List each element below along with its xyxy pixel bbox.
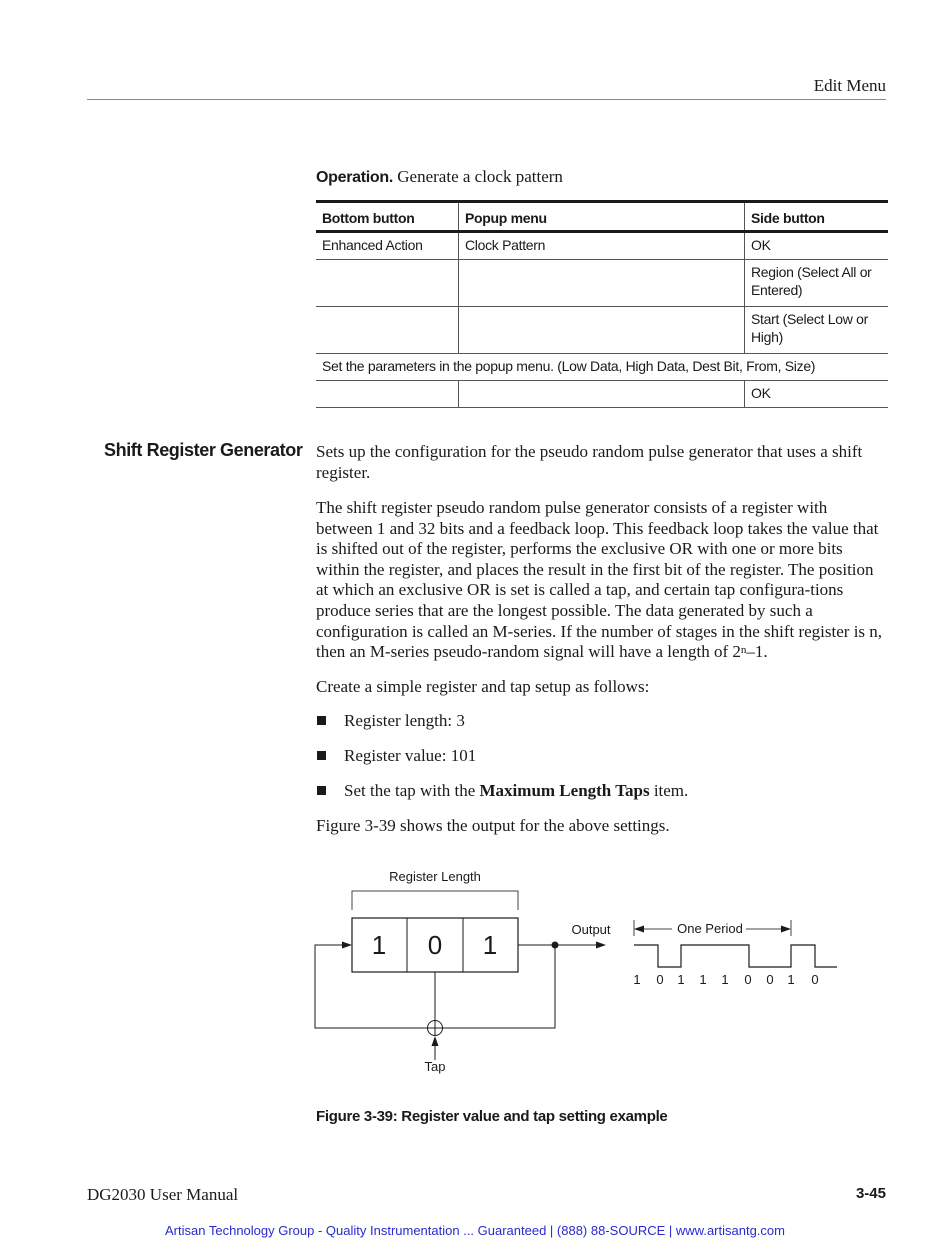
- setup-paragraph: Create a simple register and tap setup as follows:: [316, 677, 650, 696]
- register-length-label: Register Length: [389, 869, 481, 884]
- list-item-bold: Maximum Length Taps: [479, 781, 650, 800]
- shift-register-figure: [300, 860, 860, 1085]
- period-arrow-left-icon: [634, 926, 644, 933]
- exponent: n: [740, 644, 747, 657]
- footer-banner: Artisan Technology Group - Quality Instrumentation ... Guaranteed | (888) 88-SOURCE | www.artisantg.com: [165, 1223, 785, 1238]
- sequence-bit: 0: [811, 972, 819, 987]
- operation-line: [316, 167, 563, 187]
- header-side-button: Side button: [745, 202, 889, 232]
- operation-text: Generate a clock pattern: [393, 167, 563, 186]
- table-cell: Enhanced Action: [316, 232, 459, 260]
- sequence-bit: 0: [656, 972, 664, 987]
- table-row-note: [316, 354, 888, 381]
- output-waveform: [634, 945, 837, 967]
- bullet-square-icon: [317, 716, 326, 725]
- register-bit: 0: [427, 930, 443, 960]
- table-cell: OK: [745, 381, 889, 408]
- setup-list: [316, 711, 688, 816]
- table-header-row: [316, 202, 888, 232]
- header-rule: [87, 99, 886, 100]
- sequence-bit: 1: [633, 972, 641, 987]
- list-item: [316, 711, 688, 746]
- sequence-bit: 0: [744, 972, 752, 987]
- table-row: [316, 260, 888, 307]
- operation-table: [316, 200, 888, 408]
- register-bit: 1: [371, 930, 387, 960]
- table-note-cell: Set the parameters in the popup menu. (Low Data, High Data, Dest Bit, From, Size): [316, 354, 888, 381]
- table-cell: [459, 260, 745, 307]
- tap-arrow-icon: [432, 1036, 439, 1046]
- description-paragraph: [316, 498, 888, 663]
- intro-paragraph: Sets up the configuration for the pseudo random pulse generator that uses a shift register.: [316, 442, 863, 482]
- period-arrow-right-icon: [781, 926, 791, 933]
- list-item-text: Register length: 3: [344, 711, 465, 730]
- footer-manual-title: DG2030 User Manual: [87, 1185, 239, 1204]
- description-end: –1.: [746, 642, 768, 662]
- operation-lead: Operation.: [316, 169, 394, 186]
- table-cell: Clock Pattern: [459, 232, 745, 260]
- page-number: 3-45: [855, 1185, 886, 1202]
- register-bit: 1: [482, 930, 498, 960]
- running-header: Edit Menu: [813, 76, 886, 95]
- register-length-bracket: [352, 891, 518, 910]
- table-cell: Region (Select All or Entered): [745, 260, 889, 307]
- output-label: Output: [571, 922, 611, 937]
- list-item-text: Set the tap with the: [344, 781, 480, 800]
- one-period-label: One Period: [677, 921, 743, 936]
- sequence-bit: 1: [677, 972, 685, 987]
- table-cell: [459, 307, 745, 354]
- table-cell: [316, 381, 459, 408]
- sequence-bit: 0: [766, 972, 774, 987]
- figure-caption: Figure 3-39: Register value and tap setting example: [316, 1108, 668, 1125]
- bullet-square-icon: [317, 751, 326, 760]
- figure-reference-paragraph: Figure 3-39 shows the output for the above settings.: [316, 816, 670, 835]
- tap-label: Tap: [424, 1059, 446, 1074]
- list-item: [316, 746, 688, 781]
- table-cell: [316, 260, 459, 307]
- sequence-bit: 1: [721, 972, 729, 987]
- table-cell: [316, 307, 459, 354]
- description-main: The shift register pseudo random pulse generator consists of a register with between 1 and 32 bits and a feedback loop. This feedback loop takes the value that is shifted out of the register, performs the exclusive OR with one or more bits within the register, and places the result in the first bit of the register. The position at which an exclusive OR is set is called a tap, and certain tap configura-tions produce series that are the longest possible. The data generated by such a configuration is called an M-series. If the number of stages in the shift register is n, then an M-series pseudo-random signal will have a length of 2: [316, 498, 883, 662]
- header-popup-menu: Popup menu: [459, 202, 745, 232]
- header-bottom-button: Bottom button: [316, 202, 459, 232]
- table-row: [316, 381, 888, 408]
- table-row: [316, 232, 888, 260]
- list-item: [316, 781, 688, 816]
- sequence-bit: 1: [699, 972, 707, 987]
- table-cell: OK: [745, 232, 889, 260]
- table-cell: [459, 381, 745, 408]
- table-cell: Start (Select Low or High): [745, 307, 889, 354]
- section-heading: Shift Register Generator: [104, 440, 303, 460]
- bullet-square-icon: [317, 786, 326, 795]
- list-item-text-end: item.: [649, 781, 689, 800]
- feedback-arrow-icon: [342, 942, 352, 949]
- sequence-bit: 1: [787, 972, 795, 987]
- list-item-text: Register value: 101: [344, 746, 477, 765]
- table-row: [316, 307, 888, 354]
- output-arrow-icon: [596, 942, 606, 949]
